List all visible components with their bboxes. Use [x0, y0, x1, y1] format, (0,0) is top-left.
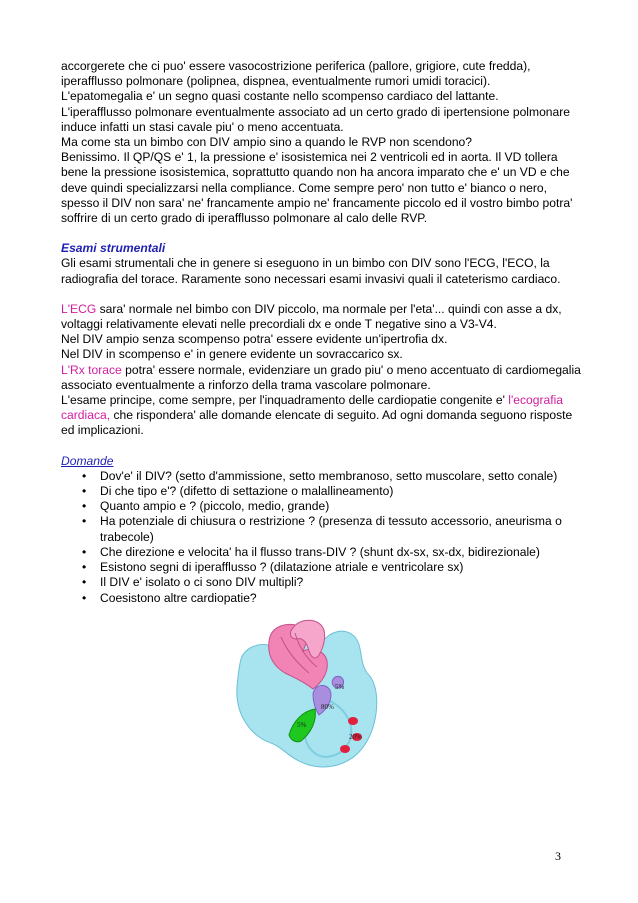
label-outlet: 5%: [335, 683, 345, 691]
paragraph: L'iperafflusso polmonare eventualmente associato ad un certo grado di ipertensione polmonare induce infatti un stasi cavale piu' o meno accentuata.: [61, 104, 571, 134]
list-item: • Coesistono altre cardiopatie?: [82, 591, 586, 606]
list-item: • Che direzione e velocita' ha il flusso trans-DIV ? (shunt dx-sx, sx-dx, bidirezionale): [82, 545, 586, 560]
text-body: [61, 59, 586, 606]
ecg-text: sara' normale nel bimbo con DIV piccolo, ma normale per l'eta'... quindi con asse a dx, voltaggi relativamente elevati nelle precordiali dx e onde T negative sino a V3-V4.: [61, 301, 562, 332]
section-heading-domande: Domande: [61, 453, 114, 468]
spacer: [61, 226, 586, 241]
rx-label: L'Rx torace: [61, 362, 122, 377]
spacer: [61, 439, 586, 454]
eco-text: che rispondera' alle domande elencate di seguito. Ad ogni domanda seguono risposte ed implicazioni.: [61, 408, 573, 438]
eco-intro: L'esame principe, come sempre, per l'inquadramento delle cardiopatie congenite e': [61, 393, 505, 408]
paragraph: Benissimo. Il QP/QS e' 1, la pressione e' isosistemica nei 2 ventricoli ed in aorta. Il VD tollera bene la pressione isosistemica, soprattutto quando non ha ancora imparato che e' un VD e che deve quindi specializzarsi nella compliance. Come sempre pero' non tutto e' bianco o nero, spesso il DIV non sara' ne' francamente ampio ne' francamente piccolo ed il vostro bimbo potra' soffrire di un certo grado di iperafflusso polmonare al calo delle RVP.: [61, 150, 573, 226]
paragraph: accorgerete che ci puo' essere vasocostrizione periferica (pallore, grigiore, cute fredda), iperafflusso polmonare (polipnea, dispnea, eventualmente rumori umidi toracici).: [61, 59, 531, 89]
section-heading-esami: Esami strumentali: [61, 241, 166, 256]
label-inlet: 5%: [297, 721, 307, 729]
rx-text: potra' essere normale, evidenziare un grado piu' o meno accentuato di cardiomegalia associato eventualmente a rinforzo della trama vascolare polmonare.: [61, 362, 581, 392]
label-muscular: 20%: [349, 733, 362, 741]
list-item: • Dov'e' il DIV? (setto d'ammissione, setto membranoso, setto muscolare, setto conale): [82, 469, 586, 484]
list-item: • Esistono segni di iperafflusso ? (dilatazione atriale e ventricolare sx): [82, 560, 586, 575]
paragraph-eco: [61, 393, 586, 439]
list-item: • Di che tipo e'? (difetto di settazione o malallineamento): [82, 484, 586, 499]
paragraph-rx: [61, 363, 586, 393]
paragraph-ecg: [61, 302, 586, 332]
paragraph: Gli esami strumentali che in genere si eseguono in un bimbo con DIV sono l'ECG, l'ECO, la radiografia del torace. Raramente sono necessari esami invasivi quali il cateterismo cardiaco.: [61, 256, 561, 286]
paragraph: L'epatomegalia e' un segno quasi costante nello scompenso cardiaco del lattante.: [61, 89, 499, 104]
ecg-label: L'ECG: [61, 301, 97, 316]
page-number: 3: [555, 849, 561, 863]
defect-muscular: [348, 717, 358, 725]
list-item: • Quanto ampio e ? (piccolo, medio, grande): [82, 499, 586, 514]
paragraph: Nel DIV ampio senza scompenso potra' essere evidente un'ipertrofia dx.: [61, 332, 448, 347]
paragraph: Ma come sta un bimbo con DIV ampio sino a quando le RVP non scendono?: [61, 135, 472, 150]
eco-label: l'ecografia cardiaca,: [61, 393, 564, 423]
spacer: [61, 287, 586, 302]
list-item: • Il DIV e' isolato o ci sono DIV multipli?: [82, 575, 586, 590]
list-item: • Ha potenziale di chiusura o restrizione ? (presenza di tessuto accessorio, aneurisma o trabecole): [82, 514, 586, 544]
vsd-location-diagram: [231, 617, 391, 777]
defect-muscular: [340, 745, 350, 753]
questions-list: [61, 469, 586, 606]
paragraph: Nel DIV in scompenso e' in genere evidente un sovraccarico sx.: [61, 347, 403, 362]
label-perimembranous: 80%: [321, 703, 334, 711]
